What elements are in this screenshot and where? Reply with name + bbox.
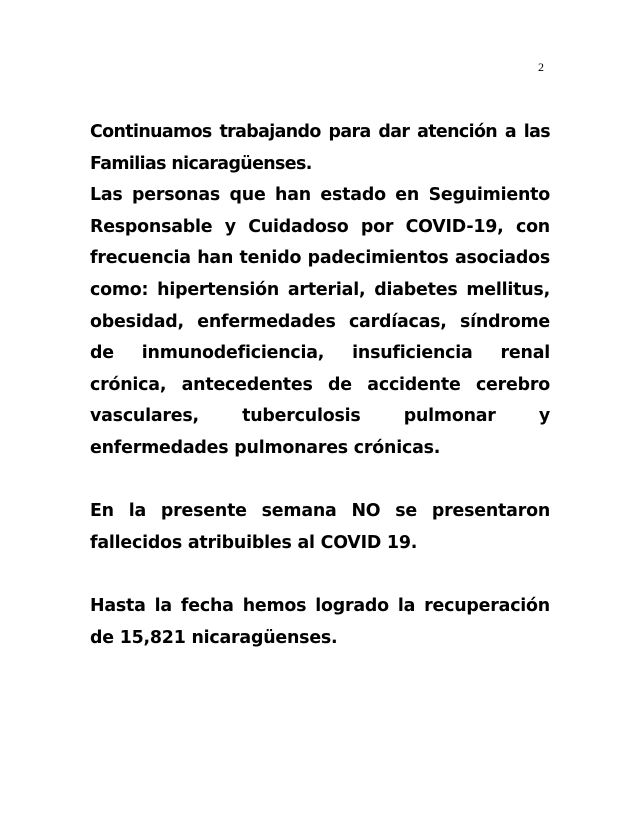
paragraph-intro: Continuamos trabajando para dar atención a las Familias nicaragüenses.	[90, 122, 550, 174]
paragraph-deaths: En la presente semana NO se presentaron fallecidos atribuibles al COVID 19.	[90, 501, 550, 553]
paragraph-spacer	[90, 465, 550, 497]
document-body	[90, 117, 550, 654]
paragraph-recoveries: Hasta la fecha hemos logrado la recuperación de 15,821 nicaragüenses.	[90, 595, 550, 648]
page-number: 2	[538, 60, 544, 74]
paragraph-spacer	[90, 559, 550, 591]
paragraph-comorbidities: Las personas que han estado en Seguimiento Responsable y Cuidadoso por COVID-19, con frecuencia han tenido padecimientos asociados como: hipertensión arterial, diabetes mellitus, obesidad, enfermedades cardíacas, síndrome de inmunodeficiencia, insuficiencia renal crónica, antecedentes de accidente cerebro vasculares, tuberculosis pulmonar y enfermedades pulmonares crónicas.	[90, 185, 550, 458]
